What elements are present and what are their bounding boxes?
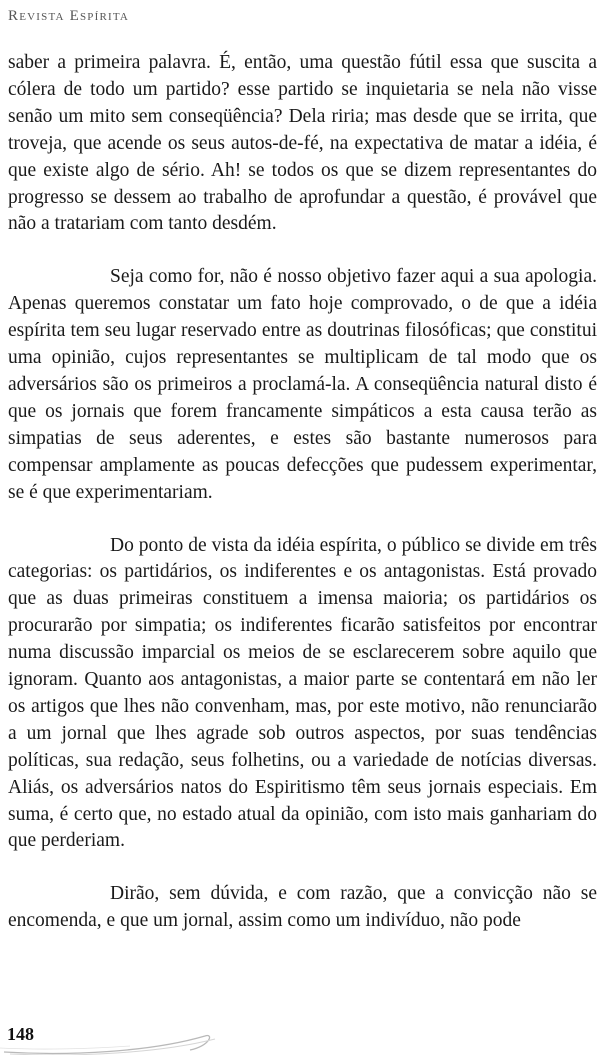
paragraph-3: Do ponto de vista da idéia espírita, o público se divide em três categorias: os partidários, os indiferentes e os antagonistas. Está provado que as duas primeiras constituem a imensa maioria; os partidários os procurarão por simpatia; os indiferentes ficarão satisfeitos por encontrar numa discussão imparcial os meios de se esclarecerem sobre aquilo que ignoram. Quanto aos antagonistas, a maior parte se contentará em não ler os artigos que lhes não convenham, mas, por este motivo, não renunciarão a um jornal que lhes agrade sob outros aspectos, por suas tendências políticas, sua redação, seus folhetins, ou a variedade de notícias diversas. Aliás, os adversários natos do Espiritismo têm seus jornais especiais. Em suma, é certo que, no estado atual da opinião, com isto mais ganhariam do que perderiam.: [8, 534, 597, 852]
page-corner-swoosh: [0, 1022, 240, 1055]
running-header: Revista Espírita: [8, 8, 130, 24]
page-body: [8, 50, 597, 935]
paragraph-4: Dirão, sem dúvida, e com razão, que a convicção não se encomenda, e que um jornal, assim como um indivíduo, não pode: [8, 883, 597, 932]
page-number: 148: [7, 1024, 34, 1044]
paragraph-1: saber a primeira palavra. É, então, uma questão fútil essa que suscita a cólera de todo um partido? esse partido se inquietaria se nela não visse senão um mito sem conseqüência? Dela riria; mas desde que se irrita, que troveja, que acende os seus autos-de-fé, na expectativa de matar a idéia, é que existe algo de sério. Ah! se todos os que se dizem representantes do progresso se dessem ao trabalho de aprofundar a questão, é provável que não a tratariam com tanto desdém.: [8, 52, 597, 235]
paragraph-2: Seja como for, não é nosso objetivo fazer aqui a sua apologia. Apenas queremos constatar um fato hoje comprovado, o de que a idéia espírita tem seu lugar reservado entre as doutrinas filosóficas; que constitui uma opinião, cujos representantes se multiplicam de tal modo que os adversários são os primeiros a proclamá-la. A conseqüência natural disto é que os jornais que forem francamente simpáticos a esta causa terão as simpatias de seus aderentes, e estes são bastante numerosos para compensar amplamente as poucas defecções que pudessem experimentar, se é que experimentariam.: [8, 266, 597, 503]
